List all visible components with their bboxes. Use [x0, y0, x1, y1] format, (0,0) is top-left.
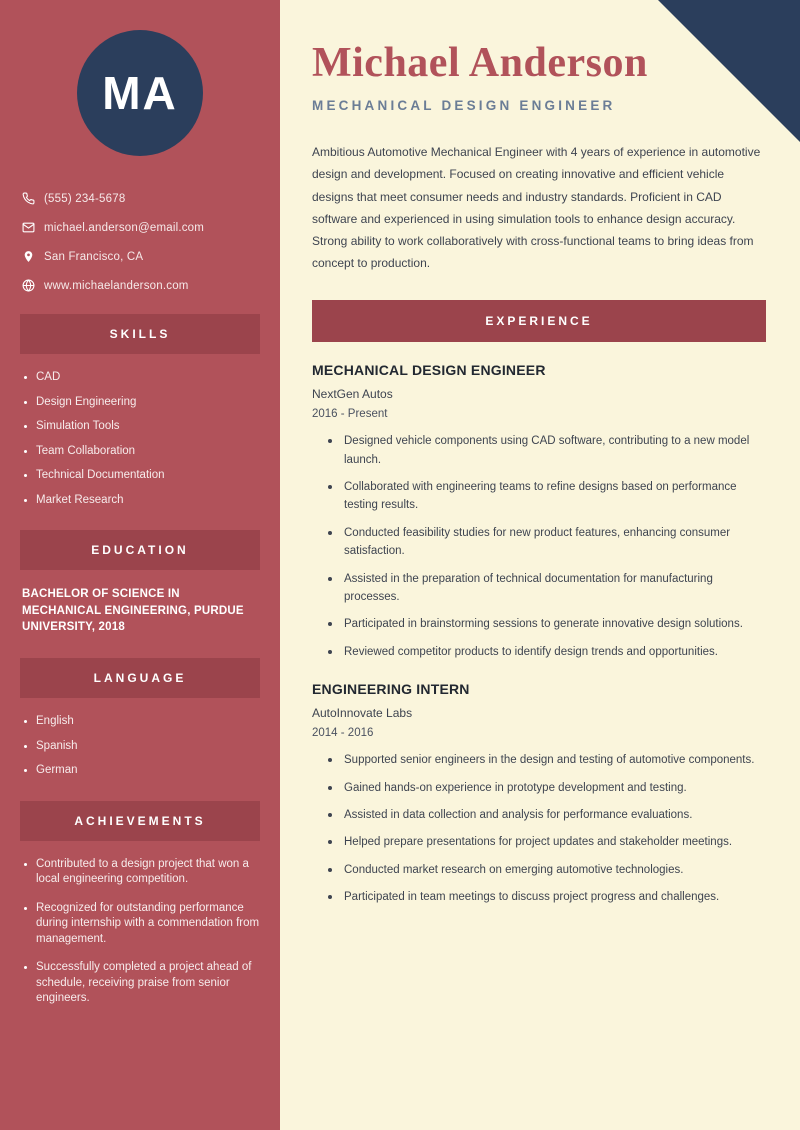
contact-value: San Francisco, CA	[44, 250, 144, 263]
list-item: Assisted in data collection and analysis for performance evaluations.	[328, 806, 766, 824]
job-dates: 2014 - 2016	[312, 727, 374, 740]
phone-icon	[22, 192, 44, 205]
experience-entry	[312, 362, 766, 661]
job-bullets	[312, 432, 766, 661]
main-content	[280, 0, 800, 1130]
education-entry: BACHELOR OF SCIENCE IN MECHANICAL ENGINEERING, PURDUE UNIVERSITY, 2018	[22, 588, 244, 634]
contact-value: (555) 234-5678	[44, 192, 126, 205]
list-item: Designed vehicle components using CAD software, contributing to a new model launch.	[328, 432, 766, 469]
list-item: Supported senior engineers in the design and testing of automotive components.	[328, 751, 766, 769]
list-item: Participated in brainstorming sessions to generate innovative design solutions.	[328, 615, 766, 633]
contact-item-email	[22, 221, 260, 234]
avatar-container	[0, 0, 280, 156]
list-item: Simulation Tools	[22, 419, 260, 435]
email-icon	[22, 221, 44, 234]
list-item: Conducted market research on emerging automotive technologies.	[328, 861, 766, 879]
job-bullets	[312, 751, 766, 906]
contact-value: www.michaelanderson.com	[44, 279, 189, 292]
list-item: Helped prepare presentations for project updates and stakeholder meetings.	[328, 833, 766, 851]
location-icon	[22, 250, 44, 263]
list-item: Participated in team meetings to discuss project progress and challenges.	[328, 888, 766, 906]
job-role: MECHANICAL DESIGN ENGINEER	[312, 362, 546, 379]
contact-value: michael.anderson@email.com	[44, 221, 205, 234]
list-item: German	[22, 763, 260, 779]
section-heading-experience: EXPERIENCE	[312, 300, 766, 342]
list-item: Recognized for outstanding performance during internship with a commendation from management.	[22, 901, 260, 948]
sidebar	[0, 0, 280, 1130]
list-item: Collaborated with engineering teams to refine designs based on performance testing results.	[328, 478, 766, 515]
list-item: Design Engineering	[22, 395, 260, 411]
language-list	[0, 714, 280, 779]
list-item: Successfully completed a project ahead of schedule, receiving praise from senior engineers.	[22, 960, 260, 1007]
contact-item-website	[22, 279, 260, 292]
profile-summary: Ambitious Automotive Mechanical Engineer with 4 years of experience in automotive design and development. Focused on creating innovative and efficient vehicle designs that meet consumer needs and industry standards. Proficient in CAD software and experienced in using simulation tools to enhance design accuracy. Strong ability to work collaboratively with cross-functional teams to bring ideas from concept to production.	[312, 145, 761, 271]
sidebar-heading-education: EDUCATION	[20, 530, 260, 570]
experience-entry	[312, 681, 766, 906]
list-item: Conducted feasibility studies for new product features, enhancing consumer satisfaction.	[328, 524, 766, 561]
sidebar-heading-achievements: ACHIEVEMENTS	[20, 801, 260, 841]
job-company: NextGen Autos	[312, 387, 393, 402]
skills-list	[0, 370, 280, 508]
list-item: Gained hands-on experience in prototype development and testing.	[328, 779, 766, 797]
list-item: Reviewed competitor products to identify design trends and opportunities.	[328, 643, 766, 661]
profile-job-title: MECHANICAL DESIGN ENGINEER	[312, 98, 616, 114]
list-item: Contributed to a design project that won a local engineering competition.	[22, 857, 260, 888]
list-item: Assisted in the preparation of technical documentation for manufacturing processes.	[328, 570, 766, 607]
list-item: Team Collaboration	[22, 444, 260, 460]
job-company: AutoInnovate Labs	[312, 706, 413, 721]
contact-list	[0, 192, 280, 292]
job-dates: 2016 - Present	[312, 408, 388, 421]
avatar: MA	[77, 30, 203, 156]
list-item: CAD	[22, 370, 260, 386]
contact-item-location	[22, 250, 260, 263]
list-item: Spanish	[22, 739, 260, 755]
education-block	[0, 570, 280, 636]
job-role: ENGINEERING INTERN	[312, 681, 470, 698]
globe-icon	[22, 279, 44, 292]
achievements-list	[0, 857, 280, 1007]
page-title: Michael Anderson	[312, 40, 648, 86]
list-item: Technical Documentation	[22, 468, 260, 484]
sidebar-heading-skills: SKILLS	[20, 314, 260, 354]
list-item: English	[22, 714, 260, 730]
list-item: Market Research	[22, 493, 260, 509]
contact-item-phone	[22, 192, 260, 205]
sidebar-heading-language: LANGUAGE	[20, 658, 260, 698]
